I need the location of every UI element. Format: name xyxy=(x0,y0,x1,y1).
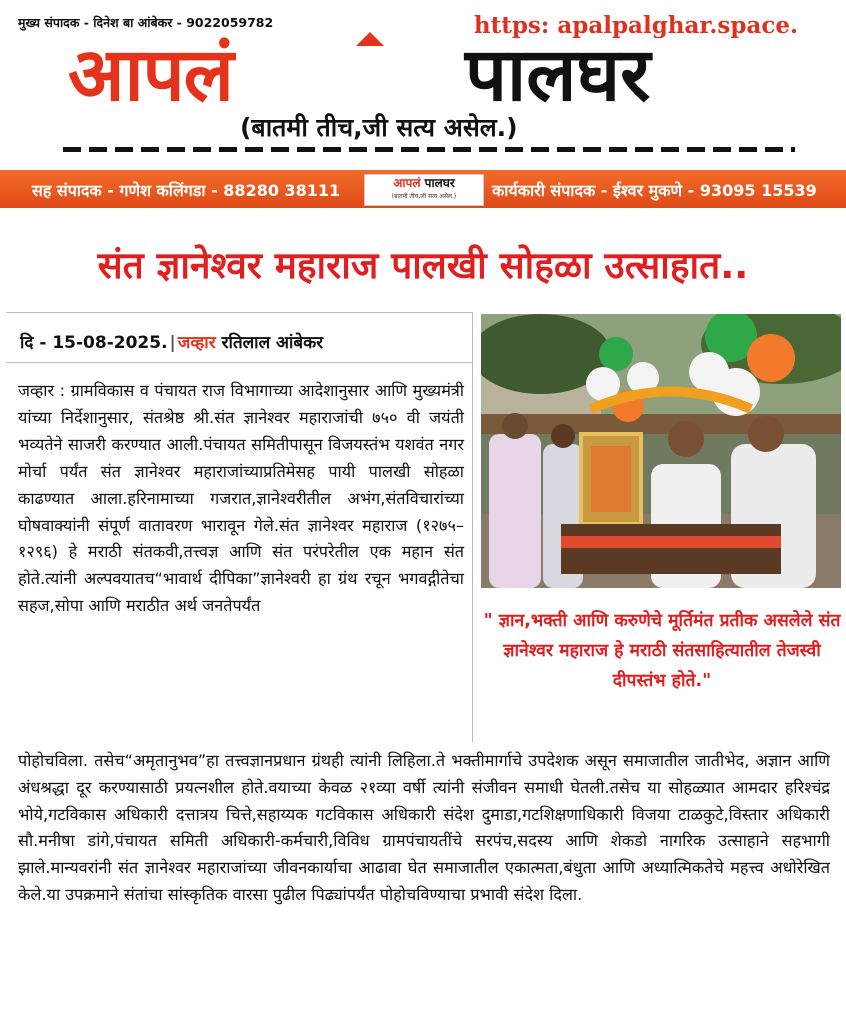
masthead-logo xyxy=(60,30,800,120)
masthead-tagline: (बातमी तीच,जी सत्य असेल.) xyxy=(240,113,518,142)
mini-logo xyxy=(364,174,484,206)
reporter-name: रतिलाल आंबेकर xyxy=(221,333,324,353)
dateline xyxy=(20,330,323,353)
co-editor-line: सह संपादक - गणेश कलिंगडा - 88280 38111 xyxy=(32,181,341,200)
masthead-title-left: आपलं xyxy=(68,32,233,118)
mini-logo-tagline: (बातमी तीच,जी सत्य असेल.) xyxy=(391,193,457,200)
mini-logo-left: आपलं xyxy=(393,176,421,190)
dashed-divider xyxy=(63,147,795,152)
article-body-full: पोहोचविला. तसेच“अमृतानुभव”हा तत्त्वज्ञानप्रधान ग्रंथही त्यांनी लिहिला.ते भक्तीमार्गाचे उपदेशक असून समाजातील जातीभेद, अज्ञान आणि अंधश्रद्धा दूर करण्यासाठी प्रयत्नशील होते.वयाच्या केवळ २१व्या वर्षी त्यांनी संजीवन समाधी घेतली.तसेच या सोहळ्यात आमदार हरिश्चंद्र भोये,गटविकास अधिकारी दत्तात्रय चित्ते,सहाय्यक गटविकास अधिकारी संदेश दुमाडा,गटशिक्षणाधिकारी विजया टाळकुटे,विस्तार अधिकारी सौ.मनीषा डांगे,पंचायत समिती अधिकारी-कर्मचारी,विविध ग्रामपंचायतींचे सरपंच,सदस्य आणि शेकडो नागरिक उत्साहाने सहभागी झाले.मान्यवरांनी संत ज्ञानेश्वर महाराजांच्या जीवनकार्याचा आढावा घेत समाजातील एकात्मता,बंधुता आणि अध्यात्मिकतेचे महत्त्व अधोरेखित केले.या उपक्रमाने संतांचा सांस्कृतिक वारसा पुढील पिढ्यांपर्यंत पोहोचविण्याचा प्रभावी संदेश दिला. xyxy=(18,751,830,904)
article-date: दि - 15-08-2025. xyxy=(20,333,168,353)
roof-icon xyxy=(356,32,384,46)
article-body-column: जव्हार : ग्रामविकास व पंचायत राज विभागाच्या आदेशानुसार आणि मुख्यमंत्री यांच्या निर्देशानुसार, संतश्रेष्ठ श्री.संत ज्ञानेश्वर महाराजांची ७५० वी जयंती भव्यतेने साजरी करण्यात आली.पंचायत समितीपासून विजयस्तंभ यशवंत नगर मोर्चा पर्यंत संत ज्ञानेश्वर महाराजांच्याप्रतिमेसह पायी पालखी सोहळा काढण्यात आला.हरिनामाच्या गजरात,ज्ञानेश्वरीतील अभंग,संतविचारांच्या घोषवाक्यांनी संपूर्ण वातावरण भारावून गेले.संत ज्ञानेश्वर महाराज (१२७५–१२९६) हे मराठी संतकवी,तत्त्वज्ञ आणि संत परंपरेतील एक महान संत होते.त्यांनी अल्पवयातच“भावार्थ दीपिका”ज्ञानेश्वरी हा ग्रंथ रचून भगवद्गीतेचा सहज,सोपा आणि मराठीत अर्थ जनतेपर्यंत xyxy=(18,381,464,616)
chief-editor-line: मुख्य संपादक - दिनेश बा आंबेकर - 9022059782 xyxy=(18,15,274,30)
pull-quote: " ज्ञान,भक्ती आणि करुणेचे मूर्तिमंत प्रतीक असलेले संत ज्ञानेश्वर महाराज हे मराठी संतसाहित्यातील तेजस्वी दीपस्तंभ होते." xyxy=(483,611,841,691)
masthead-title-right: पालघर xyxy=(465,32,651,118)
mini-logo-right: पालघर xyxy=(424,176,455,190)
divider xyxy=(6,362,472,363)
dateline-place: जव्हार xyxy=(177,333,216,353)
headline: संत ज्ञानेश्वर महाराज पालखी सोहळा उत्साहात.. xyxy=(97,244,749,287)
divider xyxy=(6,312,472,313)
dateline-separator: | xyxy=(169,333,176,353)
site-url: https: apalpalghar.space. xyxy=(473,12,798,39)
event-photo xyxy=(481,314,841,588)
editor-band xyxy=(0,170,846,208)
column-divider xyxy=(472,312,473,742)
exec-editor-line: कार्यकारी संपादक - ईश्वर मुकणे - 93095 15539 xyxy=(492,181,817,200)
